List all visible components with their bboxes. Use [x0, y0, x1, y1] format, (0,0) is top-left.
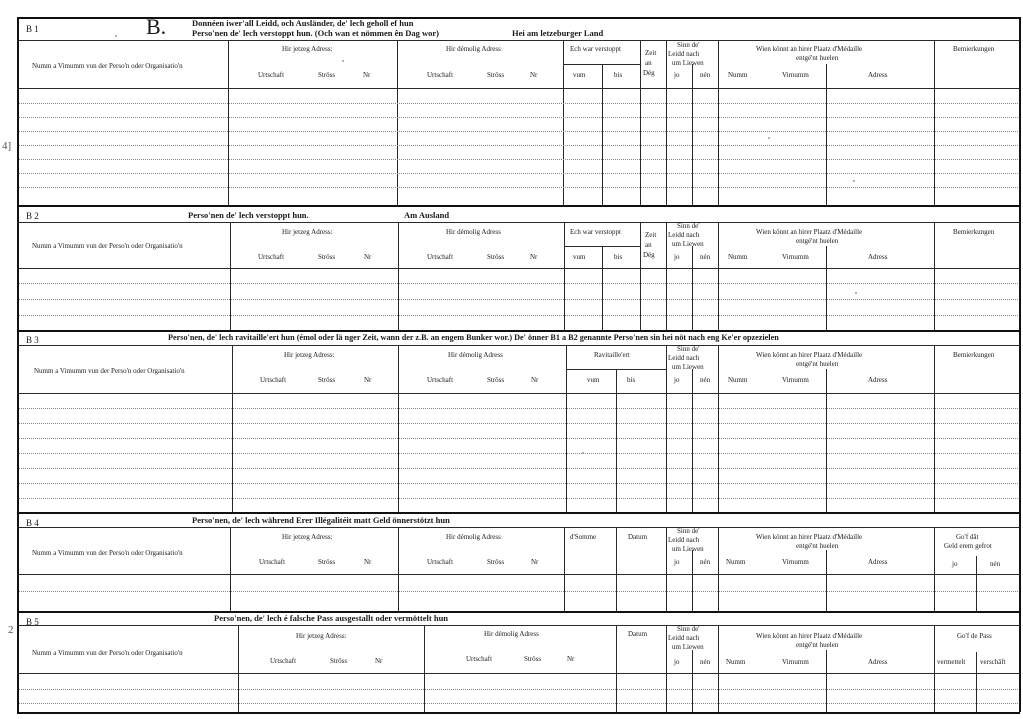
b4-sinn-3: um Liewen: [672, 545, 704, 553]
b2-hidden-header: Ech war verstoppt: [570, 228, 621, 236]
b1-nr: Nr: [363, 71, 371, 79]
b2-sinn-3: um Liewen: [672, 240, 704, 248]
b5-urtschaft: Urtschaft: [270, 657, 297, 665]
b2-urtschaft: Urtschaft: [258, 253, 285, 261]
section-b2-location: Am Ausland: [404, 210, 450, 220]
b4-col-line: [692, 550, 693, 611]
b2-virnumm: Virnumm: [782, 253, 809, 261]
b3-nr: Nr: [364, 376, 372, 384]
b1-numm: Numm: [728, 71, 748, 79]
b3-nr-2: Nr: [531, 376, 539, 384]
b3-stross-2: Ströss: [487, 376, 505, 384]
b4-nen: nén: [700, 558, 711, 566]
b5-stross-2: Ströss: [524, 655, 542, 663]
b1-stross: Ströss: [318, 71, 336, 79]
b4-header-bottom: [17, 574, 1020, 575]
b2-vum: vum: [573, 253, 586, 261]
b2-col-line: [666, 222, 667, 330]
b5-name-col-header: Numm a Vimumm vun der Perso'n oder Organisatio'n: [32, 649, 183, 657]
b3-entry-row[interactable]: [19, 438, 1018, 439]
b2-col-line: [398, 222, 399, 330]
scan-speck: [855, 292, 857, 294]
b1-col-line: [397, 40, 398, 205]
b1-entry-row[interactable]: [19, 103, 1018, 104]
b5-wien-2: entgé'nt huelen: [796, 641, 839, 649]
b4-col-line: [826, 550, 827, 611]
b4-col-line: [718, 527, 719, 611]
b3-bemierkungen: Bemierkungen: [953, 351, 995, 359]
b2-stross-2: Ströss: [487, 253, 505, 261]
b4-col-line: [976, 556, 977, 611]
b5-vermettelt: vermettelt: [937, 658, 966, 666]
b3-name-col-header: Numm a Vimumm vun der Perso'n oder Organisatio'n: [34, 367, 185, 375]
b3-header-top: [17, 345, 1020, 346]
b1-vum: vum: [573, 71, 586, 79]
section-b2-id: B 2: [26, 211, 39, 221]
section-b2-title: Perso'nen de' lech verstoppt hun.: [188, 210, 309, 220]
b5-gofpass-header: Go'f de Pass: [957, 632, 992, 640]
b2-current-address-header: Hir jetzeg Adress:: [282, 228, 333, 236]
intro-location: Hei am letzeburger Land: [512, 28, 604, 38]
b5-header-bottom: [17, 673, 1020, 674]
b3-ravitailleert-header: Ravitaille'ert: [594, 351, 630, 359]
b5-sinn-1: Sinn de': [677, 625, 700, 633]
b3-urtschaft: Urtschaft: [260, 376, 287, 384]
scan-speck: [342, 60, 344, 62]
b2-stross: Ströss: [318, 253, 336, 261]
b5-wien-1: Wien könnt an hirer Plaatz d'Médaille: [756, 632, 863, 640]
b2-col-line: [230, 222, 231, 330]
b3-adress: Adress: [868, 376, 888, 384]
b5-stross: Ströss: [330, 657, 348, 665]
section-b1-id: B 1: [26, 24, 39, 34]
b5-nr: Nr: [375, 657, 383, 665]
b2-urtschaft-2: Urtschaft: [427, 253, 454, 261]
b5-nr-2: Nr: [567, 655, 575, 663]
b2-sinn-2: Leidd nach: [668, 231, 700, 239]
frame-right-line: [1019, 17, 1021, 712]
b1-sub-line: [563, 64, 640, 65]
b3-nen: nén: [700, 376, 711, 384]
b2-nr-2: Nr: [530, 253, 538, 261]
b3-col-line: [718, 345, 719, 512]
b3-former-address-header: Hir démolig Adress: [448, 351, 503, 359]
b1-current-address-header: Hir jetzeg Adress:: [282, 45, 333, 53]
section-b5-title: Perso'nen, de' lech é falsche Pass ausgestallt oder vermöttelt hun: [214, 613, 449, 623]
b4-adress: Adress: [868, 558, 888, 566]
b4-gof-nen: nén: [990, 560, 1001, 568]
b5-verschaft: verschâft: [980, 658, 1006, 666]
b1-col-line: [826, 64, 827, 205]
section-b5-id: B 5: [26, 617, 39, 627]
b2-header-bottom: [17, 268, 1020, 269]
b1-nr-2: Nr: [530, 71, 538, 79]
b4-urtschaft-2: Urtschaft: [427, 558, 454, 566]
b1-header-bottom: [17, 88, 1020, 89]
b4-col-line: [666, 527, 667, 611]
b1-wien-1: Wien könnt an hirer Plaatz d'Médaille: [756, 45, 863, 53]
b4-gof-jo: jo: [952, 560, 958, 568]
b2-bemierkungen: Bemierkungen: [953, 228, 995, 236]
b4-jo: jo: [674, 558, 680, 566]
b1-entry-row[interactable]: [19, 117, 1018, 118]
b4-entry-row[interactable]: [19, 591, 1018, 592]
b4-sinn-2: Leidd nach: [668, 536, 700, 544]
b4-gof-2: Geld erem gefrot: [944, 542, 992, 550]
b1-former-address-header: Hir démolig Adress: [446, 45, 501, 53]
b1-sinn-3: um Liewen: [672, 59, 704, 67]
b4-urtschaft: Urtschaft: [259, 558, 286, 566]
scan-speck: [768, 137, 770, 139]
b1-col-line: [666, 40, 667, 205]
b2-adress: Adress: [868, 253, 888, 261]
b1-nen: nén: [700, 71, 711, 79]
b4-nr-2: Nr: [531, 558, 539, 566]
b2-entry-row[interactable]: [19, 283, 1018, 284]
b5-entry-row[interactable]: [19, 689, 1018, 690]
b2-zeit-2: an: [645, 241, 652, 249]
b2-sinn-1: Sinn de': [677, 222, 700, 230]
b1-name-col-header: Numm a Vimumm vun der Perso'n oder Organisatio'n: [32, 62, 183, 70]
b2-entry-row[interactable]: [19, 315, 1018, 316]
b2-nr: Nr: [364, 253, 372, 261]
b1-zeit-3: Dég: [643, 69, 655, 77]
b3-urtschaft-2: Urtschaft: [427, 376, 454, 384]
b2-col-line: [718, 222, 719, 330]
b3-col-line: [566, 345, 567, 512]
b3-virnumm: Virnumm: [782, 376, 809, 384]
b4-wien-1: Wien könnt an hirer Plaatz d'Médaille: [756, 533, 863, 541]
b1-col-line: [718, 40, 719, 205]
b3-sinn-1: Sinn de': [677, 345, 700, 353]
b3-section-bottom: [17, 512, 1020, 514]
b2-col-line: [692, 246, 693, 330]
b5-datum-header: Datum: [628, 630, 648, 638]
b1-col-line: [640, 40, 641, 205]
b4-numm: Numm: [726, 558, 746, 566]
b3-entry-row[interactable]: [19, 498, 1018, 499]
b1-zeit-1: Zeit: [645, 49, 657, 57]
b5-urtschaft-2: Urtschaft: [466, 655, 493, 663]
b4-stross-2: Ströss: [487, 558, 505, 566]
margin-mark-left: 4]: [2, 140, 12, 152]
b3-entry-row[interactable]: [19, 453, 1018, 454]
b5-col-line: [718, 625, 719, 712]
b1-entry-row[interactable]: [19, 187, 1018, 188]
b1-hidden-header: Ech war verstoppt: [570, 45, 621, 53]
b3-col-line: [398, 345, 399, 512]
b3-col-line: [826, 369, 827, 512]
b3-col-line: [666, 345, 667, 512]
b1-col-line: [228, 40, 229, 205]
b1-bemierkungen: Bemierkungen: [953, 45, 995, 53]
b2-zeit-3: Dég: [643, 251, 655, 259]
b3-bis: bis: [627, 376, 636, 384]
margin-mark-left-bottom: 2: [8, 624, 14, 636]
b3-col-line: [934, 345, 935, 512]
b1-entry-row[interactable]: [19, 159, 1018, 160]
b4-nr: Nr: [364, 558, 372, 566]
b3-col-line: [692, 369, 693, 512]
b2-entry-row[interactable]: [19, 299, 1018, 300]
b4-virnumm: Virnumm: [782, 558, 809, 566]
b3-stross: Ströss: [318, 376, 336, 384]
b5-jo: jo: [674, 658, 680, 666]
section-b4-id: B 4: [26, 518, 39, 528]
b3-current-address-header: Hir jetzeg Adress:: [284, 351, 335, 359]
b3-vum: vum: [587, 376, 600, 384]
b2-col-line: [934, 222, 935, 330]
b2-numm: Numm: [728, 253, 748, 261]
b1-entry-row[interactable]: [19, 145, 1018, 146]
b5-col-line: [616, 625, 617, 712]
b4-name-col-header: Numm a Vimumm vun der Perso'n oder Organisatio'n: [32, 549, 183, 557]
scan-speck: [582, 452, 584, 454]
b5-nen: nén: [700, 658, 711, 666]
b4-somme-header: d'Somme: [570, 533, 597, 541]
b2-wien-2: entgé'nt huelen: [796, 237, 839, 245]
b5-col-line: [666, 625, 667, 712]
b4-sinn-1: Sinn de': [677, 527, 700, 535]
b1-entry-row[interactable]: [19, 173, 1018, 174]
b3-col-line: [232, 345, 233, 512]
b4-section-bottom: [17, 611, 1020, 613]
b4-wien-2: entgé'nt huelen: [796, 542, 839, 550]
b2-col-line: [826, 246, 827, 330]
intro-line-1: Donnéen iwer'all Leidd, och Ausländer, de' lech geholl ef hun: [192, 18, 414, 28]
b3-entry-row[interactable]: [19, 483, 1018, 484]
frame-bottom-line: [17, 712, 1020, 714]
b5-sinn-2: Leidd nach: [668, 634, 700, 642]
b4-col-line: [564, 527, 565, 611]
b4-col-line: [934, 527, 935, 611]
b5-col-line: [934, 625, 935, 712]
b1-zeit-2: an: [645, 59, 652, 67]
b3-entry-row[interactable]: [19, 408, 1018, 409]
b5-former-address-header: Hir démolig Adress: [484, 630, 539, 638]
b2-jo: jo: [674, 253, 680, 261]
b4-current-address-header: Hir jetzeg Adress:: [282, 533, 333, 541]
b2-name-col-header: Numm a Vimumm vun der Perso'n oder Organisatio'n: [32, 242, 183, 250]
b1-adress: Adress: [868, 71, 888, 79]
b3-entry-row[interactable]: [19, 468, 1018, 469]
b1-jo: jo: [674, 71, 680, 79]
b2-sub-line: [564, 246, 640, 247]
b2-col-line: [602, 246, 603, 330]
b5-entry-row[interactable]: [19, 703, 1018, 704]
b1-urtschaft-2: Urtschaft: [427, 71, 454, 79]
b3-col-line: [616, 369, 617, 512]
b3-sub-line: [566, 369, 666, 370]
b1-header-top: [17, 40, 1020, 41]
b2-zeit-1: Zeit: [645, 231, 657, 239]
b1-sinn-2: Leidd nach: [668, 50, 700, 58]
b2-former-address-header: Hir démolig Adress: [446, 228, 501, 236]
b3-jo: jo: [674, 376, 680, 384]
b3-sinn-2: Leidd nach: [668, 354, 700, 362]
b1-col-line: [934, 40, 935, 205]
b1-wien-2: entgé'nt huelen: [796, 54, 839, 62]
section-b3-title: Perso'nen, de' lech ravitaille'ert hun (émol oder lä nger Zeit, wann der z.B. an engem Bunker wor.) De' önner B1 a B2 genannte Perso'nen sin hei nöt nach eng Ke'er opzezielen: [168, 333, 779, 342]
b1-urtschaft: Urtschaft: [258, 71, 285, 79]
b4-col-line: [398, 527, 399, 611]
section-b4-title: Perso'nen, de' lech während Erer Illégalitéit matt Geld önnerstötzt hun: [192, 515, 450, 525]
b5-numm: Numm: [726, 658, 746, 666]
b5-current-address-header: Hir jetzeg Adress:: [296, 632, 347, 640]
b4-header-top: [17, 527, 1020, 528]
b1-col-line: [692, 64, 693, 205]
b2-nen: nén: [700, 253, 711, 261]
frame-left-line: [17, 17, 19, 712]
frame-top-line: [17, 17, 1020, 19]
b4-gof-1: Go'f dât: [956, 533, 979, 541]
b5-sinn-3: um Liewen: [672, 643, 704, 651]
b3-header-bottom: [17, 393, 1020, 394]
b1-bis: bis: [614, 71, 623, 79]
b5-col-line: [424, 625, 425, 712]
b2-col-line: [640, 222, 641, 330]
b3-numm: Numm: [728, 376, 748, 384]
b4-col-line: [616, 527, 617, 611]
b4-col-line: [230, 527, 231, 611]
b1-col-line: [602, 64, 603, 205]
b1-stross-2: Ströss: [487, 71, 505, 79]
b2-col-line: [564, 222, 565, 330]
b3-wien-1: Wien könnt an hirer Plaatz d'Médaille: [756, 351, 863, 359]
section-b3-id: B 3: [26, 335, 39, 345]
b3-wien-2: entgé'nt huelen: [796, 360, 839, 368]
b1-entry-row[interactable]: [19, 131, 1018, 132]
b4-stross: Ströss: [318, 558, 336, 566]
b3-entry-row[interactable]: [19, 423, 1018, 424]
scan-speck: [115, 35, 117, 37]
b2-header-top: [17, 222, 1020, 223]
b4-former-address-header: Hir démolig Adress: [446, 533, 501, 541]
b2-bis: bis: [614, 253, 623, 261]
b1-section-bottom: [17, 205, 1020, 207]
b1-sinn-1: Sinn de': [677, 41, 700, 49]
b5-col-line: [238, 625, 239, 712]
b2-section-bottom: [17, 330, 1020, 332]
b5-header-top: [17, 625, 1020, 626]
b4-datum-header: Datum: [628, 533, 648, 541]
b5-virnumm: Virnumm: [782, 658, 809, 666]
b1-virnumm: Virnumm: [782, 71, 809, 79]
b2-wien-1: Wien könnt an hirer Plaatz d'Médaille: [756, 228, 863, 236]
b3-sinn-3: um Liewen: [672, 363, 704, 371]
scan-speck: [853, 180, 855, 182]
intro-line-2: Perso'nen de' lech verstoppt hun. (Och wan et nömmen ên Dag wor): [192, 28, 439, 38]
form-big-letter: B.: [146, 14, 167, 39]
b5-adress: Adress: [868, 658, 888, 666]
